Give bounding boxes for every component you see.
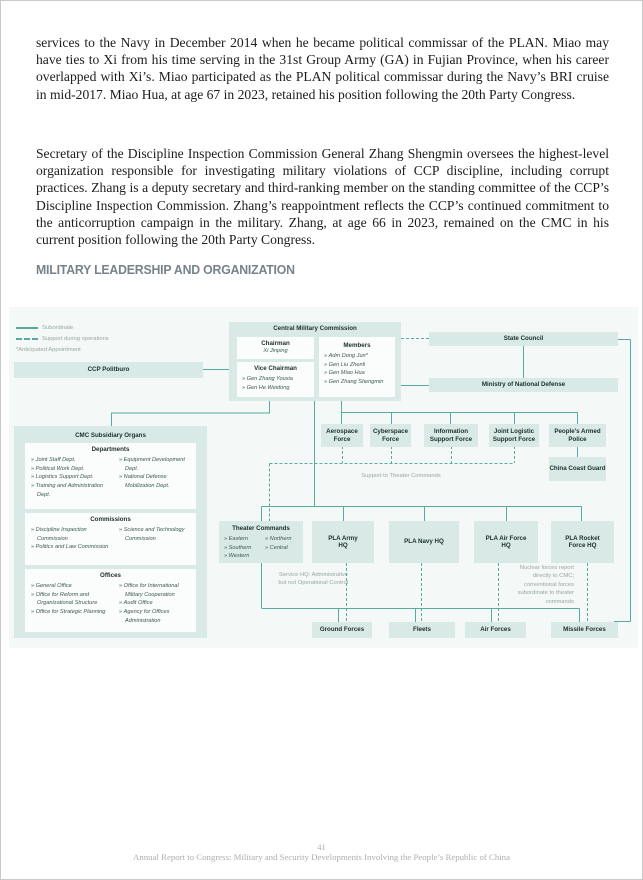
box-cyberspace-force <box>370 424 411 447</box>
box-label: Ministry of National Defense <box>481 381 566 389</box>
box-title: Theater Commands <box>232 525 290 532</box>
list-item: » Logistics Support Dept. <box>31 473 114 482</box>
list-item: » Eastern <box>224 535 264 544</box>
box-label: State Council <box>503 335 544 343</box>
list-item: » Office for Strategic Planning <box>31 608 114 617</box>
box-state-council <box>429 332 618 346</box>
list-item: » Equipment Development Dept. <box>119 456 191 473</box>
legend-label: Subordinate <box>42 325 74 331</box>
legend-row-support <box>16 335 109 343</box>
box-title: Chairman <box>261 340 290 347</box>
box-information-support-force <box>424 424 478 447</box>
box-title: Departments <box>91 446 130 453</box>
list-item: » Gen Zhang Youxia <box>242 375 312 384</box>
list-item: » Joint Staff Dept. <box>31 456 114 465</box>
box-missile-forces <box>551 622 618 638</box>
box-label: People's Armed Police <box>554 428 601 443</box>
box-ground-forces <box>312 622 372 638</box>
list-item: » Office for International Military Cooperation <box>119 582 191 599</box>
note-nuclear-forces: Nuclear forces report directly to CMC; conventional forces subordinate to theater commands <box>517 565 574 605</box>
list-item: » Political Work Dept. <box>31 465 114 474</box>
box-title: Offices <box>100 572 121 579</box>
box-label: PLA Army HQ <box>328 534 358 549</box>
page-number: 41 <box>317 842 326 852</box>
box-label: China Coast Guard <box>549 465 606 473</box>
box-label: Information Support Force <box>429 428 473 443</box>
legend-row-subordinate <box>16 324 73 332</box>
box-label: Fleets <box>413 626 431 634</box>
box-pla-air-force-hq <box>474 521 538 563</box>
list-item: » National Defense Mobilization Dept. <box>119 473 191 490</box>
box-title: Vice Chairman <box>254 365 297 372</box>
box-commissions <box>25 513 196 565</box>
list-item: » Politics and Law Commission <box>31 543 114 552</box>
box-members <box>319 337 395 397</box>
list-item: » Training and Administration Dept. <box>31 482 114 499</box>
box-vice-chairman <box>237 362 314 397</box>
body-paragraph-1: services to the Navy in December 2014 when he became political commissar of the PLAN. Miao may have ties to Xi from his time serving in the 31st Group Army (GA) in Fujian Province, when his career overlapped with Xi’s. Miao participated as the PLAN political commissar during the Navy’s BRI cruise in mid-2017. Miao Hua, at age 67 in 2023, retained his position following the 20th Party Congress. <box>36 35 609 102</box>
legend-label: *Anticipated Appointment <box>16 347 81 353</box>
box-pla-navy-hq <box>389 521 459 563</box>
list-item: » Agency for Offices Administration <box>119 608 191 625</box>
list-item: » Gen Zhang Shengmin <box>324 378 393 387</box>
support-to-theater-commands-label: Support to Theater Commands <box>361 473 441 479</box>
list-item: » Office for Reform and Organizational Structure <box>31 591 114 608</box>
box-label: PLA Air Force HQ <box>485 534 527 549</box>
box-offices <box>25 569 196 632</box>
box-cmc-subsidiary-organs <box>14 426 207 638</box>
box-air-forces <box>465 622 526 638</box>
box-title: Members <box>343 342 371 349</box>
box-china-coast-guard <box>549 457 606 481</box>
box-fleets <box>389 622 455 638</box>
list-item: » Adm Dong Jun* <box>324 352 393 361</box>
box-pla-rocket-force-hq <box>551 521 614 563</box>
list-item: » General Office <box>31 582 114 591</box>
box-label: Missile Forces <box>563 626 606 634</box>
box-theater-commands <box>219 521 303 563</box>
box-label: Cyberspace Force <box>372 428 409 443</box>
chairman-name: Xi Jinping <box>263 348 288 355</box>
box-central-military-commission <box>229 322 401 401</box>
box-label: PLA Rocket Force HQ <box>565 534 600 549</box>
list-item: » Gen Liu Zhenli <box>324 361 393 370</box>
box-aerospace-force <box>321 424 363 447</box>
legend-label: Support during operations <box>42 336 109 342</box>
body-paragraph-2: Secretary of the Discipline Inspection Commission General Zhang Shengmin oversees the highest-level organization responsible for investigating military violations of CCP discipline, including corrupt practices. Zhang is a deputy secretary and third-ranking member on the standing committee of the CCP’s Discipline Inspection Commission. Zhang’s reappointment reflects the CCP’s continued commitment to the anticorruption campaign in the military. Zhang, at age 66 in 2023, remained on the CMC in his current position following the 20th Party Congress. <box>36 146 609 248</box>
note-service-hq: Service HQ: Administrative but not Operational Control <box>278 572 348 587</box>
section-heading: MILITARY LEADERSHIP AND ORGANIZATION <box>36 262 295 277</box>
list-item: » Gen Miao Hua <box>324 369 393 378</box>
solid-line-sample <box>16 327 38 329</box>
list-item: » Southern <box>224 544 264 553</box>
box-peoples-armed-police <box>549 424 606 447</box>
box-title: Central Military Commission <box>273 325 357 332</box>
box-label: Ground Forces <box>319 626 365 634</box>
list-item: » Gen He Weidong <box>242 384 312 393</box>
legend-row-anticipated <box>16 346 81 354</box>
box-label: CCP Politburo <box>87 366 130 374</box>
box-chairman <box>237 337 314 359</box>
footer-caption: Annual Report to Congress: Military and Security Developments Involving the People’s Republic of China <box>133 852 510 862</box>
box-pla-army-hq <box>312 521 374 563</box>
list-item: » Northern <box>265 535 301 544</box>
list-item: » Western <box>224 552 264 561</box>
list-item: » Science and Technology Commission <box>119 526 191 543</box>
list-item: » Discipline Inspection Commission <box>31 526 114 543</box>
box-ccp-politburo <box>14 362 203 378</box>
box-ministry-national-defense <box>429 378 618 392</box>
box-title: CMC Subsidiary Organs <box>75 432 146 439</box>
dashed-line-sample <box>16 338 38 340</box>
box-label: Joint Logistic Support Force <box>492 428 536 443</box>
box-label: PLA Navy HQ <box>404 538 444 546</box>
box-label: Aerospace Force <box>326 428 358 443</box>
box-title: Commissions <box>90 516 131 523</box>
box-departments <box>25 443 196 509</box>
box-label: Air Forces <box>480 626 511 634</box>
list-item: » Audit Office <box>119 599 191 608</box>
box-joint-logistic-support-force <box>489 424 539 447</box>
list-item: » Central <box>265 544 301 553</box>
org-chart-figure <box>1 1 643 880</box>
